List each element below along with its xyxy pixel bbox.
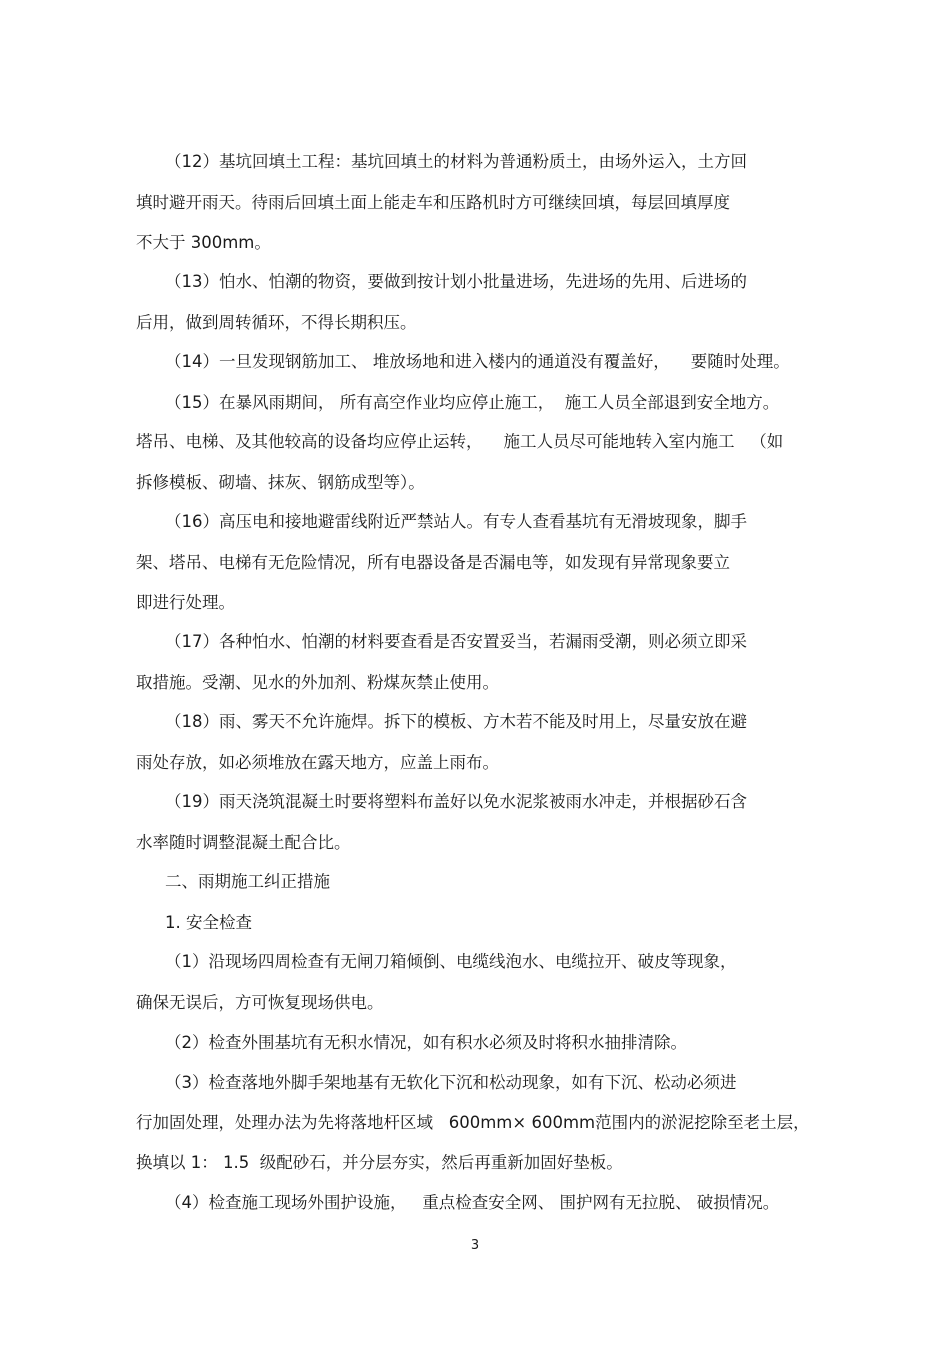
text-line: （19）雨天浇筑混凝土时要将塑料布盖好以免水泥浆被雨水冲走，并根据砂石含 (165, 792, 747, 811)
text-line: 行加固处理，处理办法为先将落地杆区域 600mm× 600mm范围内的淤泥挖除至老土层， (136, 1113, 810, 1132)
text-line: 取措施。受潮、见水的外加剂、粉煤灰禁止使用。 (136, 673, 499, 692)
text-line: 即进行处理。 (136, 593, 235, 612)
text-line: （16）高压电和接地避雷线附近严禁站人。有专人查看基坑有无滑坡现象，脚手 (165, 512, 747, 531)
subsection-heading: 1. 安全检查 (165, 913, 252, 932)
text-line: （17）各种怕水、怕潮的材料要查看是否安置妥当，若漏雨受潮，则必须立即采 (165, 632, 747, 651)
page-number: 3 (470, 1238, 480, 1253)
text-line: （3）检查落地外脚手架地基有无软化下沉和松动现象，如有下沉、松动必须进 (165, 1073, 737, 1092)
text-line: （1）沿现场四周检查有无闸刀箱倾倒、电缆线泡水、电缆拉开、破皮等现象， (165, 952, 737, 971)
text-line: （2）检查外围基坑有无积水情况，如有积水必须及时将积水抽排清除。 (165, 1033, 687, 1052)
text-line: 水率随时调整混凝土配合比。 (136, 833, 351, 852)
text-line: 雨处存放，如必须堆放在露天地方，应盖上雨布。 (136, 753, 499, 772)
text-line: 架、塔吊、电梯有无危险情况，所有电器设备是否漏电等，如发现有异常现象要立 (136, 553, 730, 572)
text-line: （12）基坑回填土工程：基坑回填土的材料为普通粉质土，由场外运入，土方回 (165, 152, 747, 171)
text-line: （18）雨、雾天不允许施焊。拆下的模板、方木若不能及时用上，尽量安放在避 (165, 712, 747, 731)
text-line: （13）怕水、怕潮的物资，要做到按计划小批量进场，先进场的先用、后进场的 (165, 272, 747, 291)
text-line: 不大于 300mm。 (136, 233, 271, 252)
text-line: 填时避开雨天。待雨后回填土面上能走车和压路机时方可继续回填，每层回填厚度 (136, 193, 730, 212)
text-line: 确保无误后，方可恢复现场供电。 (136, 993, 384, 1012)
text-line: （14）一旦发现钢筋加工、 堆放场地和进入楼内的通道没有覆盖好， 要随时处理。 (165, 352, 790, 371)
text-line: （4）检查施工现场外围护设施， 重点检查安全网、 围护网有无拉脱、 破损情况。 (165, 1193, 780, 1212)
text-line: 塔吊、电梯、及其他较高的设备均应停止运转， 施工人员尽可能地转入室内施工 （如 (136, 432, 784, 451)
text-line: 后用，做到周转循环，不得长期积压。 (136, 313, 417, 332)
text-line: （15）在暴风雨期间， 所有高空作业均应停止施工， 施工人员全部退到安全地方。 (165, 393, 780, 412)
text-line: 拆修模板、砌墙、抹灰、钢筋成型等）。 (136, 473, 425, 492)
section-heading: 二、雨期施工纠正措施 (165, 872, 330, 891)
text-line: 换填以 1： 1.5 级配砂石，并分层夯实，然后再重新加固好垫板。 (136, 1153, 623, 1172)
